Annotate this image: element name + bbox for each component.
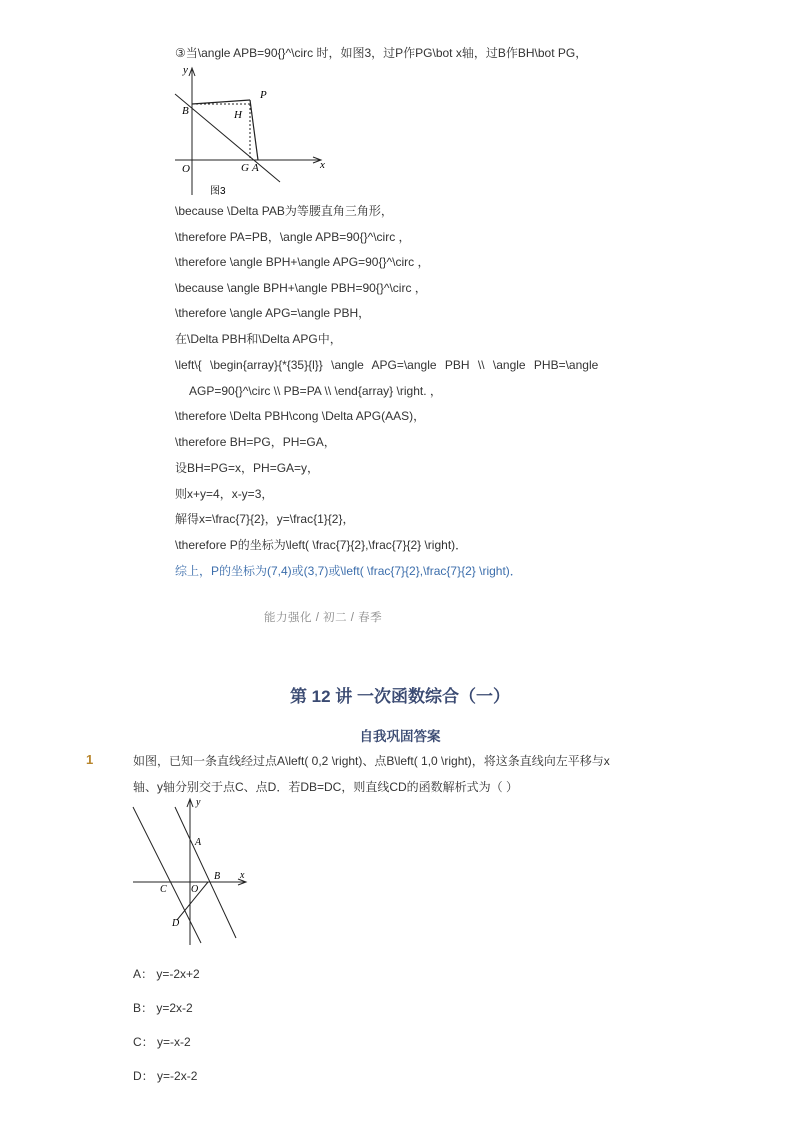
question-text-line-2: 轴、y轴分别交于点C、点D．若DB=DC，则直线CD的函数解析式为（ ） <box>133 780 519 794</box>
solution-line-6: 在\Delta PBH和\Delta APG中， <box>175 332 342 346</box>
solution-line-5: \therefore \angle APG=\angle PBH， <box>175 306 371 320</box>
option-d-label: D： <box>133 1069 154 1083</box>
solution-line-10: \therefore BH=PG，PH=GA， <box>175 435 336 449</box>
option-b[interactable] <box>133 1000 193 1016</box>
option-d-text: y=-2x-2 <box>157 1069 198 1083</box>
option-c[interactable] <box>133 1034 191 1050</box>
fig3-label-o: O <box>182 163 190 175</box>
question-figure <box>128 795 258 950</box>
fig3-label-a: A <box>252 162 259 174</box>
option-c-text: y=-x-2 <box>157 1035 191 1049</box>
qfig-label-o: O <box>191 884 199 895</box>
fig3-label-y: y <box>183 64 188 76</box>
solution-line-2: \therefore PA=PB，\angle APB=90{}^\circ ， <box>175 230 411 244</box>
fig3-label-p: P <box>260 89 267 101</box>
option-a-label: A： <box>133 967 154 981</box>
qfig-label-b: B <box>214 871 221 882</box>
lesson-subtitle: 自我巩固答案 <box>359 729 441 744</box>
option-d[interactable] <box>133 1068 197 1084</box>
option-b-label: B： <box>133 1001 154 1015</box>
fig3-label-h: H <box>234 109 242 121</box>
lesson-title: 第 12 讲 一次函数综合（一） <box>289 687 511 706</box>
solution-line-12: 则x+y=4，x-y=3， <box>175 487 274 501</box>
qfig-label-y: y <box>196 797 201 808</box>
solution-intro: ③当\angle APB=90{}^\circ 时，如图3，过P作PG\bot x轴，过B作BH\bot PG， <box>175 46 588 60</box>
option-b-text: y=2x-2 <box>156 1001 193 1015</box>
solution-line-14: \therefore P的坐标为\left( \frac{7}{2},\frac{7}{2} \right)． <box>175 538 468 552</box>
fig3-label-b: B <box>182 105 189 117</box>
solution-conclusion: 综上，P的坐标为(7,4)或(3,7)或\left( \frac{7}{2},\frac{7}{2} \right)． <box>175 564 522 578</box>
solution-line-13: 解得x=\frac{7}{2}，y=\frac{1}{2}， <box>175 512 355 526</box>
qfig-label-a: A <box>195 837 202 848</box>
qfig-label-d: D <box>172 918 180 929</box>
solution-line-9: \therefore \Delta PBH\cong \Delta APG(AAS)， <box>175 409 426 423</box>
qfig-label-x: x <box>240 870 245 881</box>
fig3-label-x: x <box>320 159 325 171</box>
fig3-label-g: G <box>241 162 249 174</box>
solution-line-1: \because \Delta PAB为等腰直角三角形， <box>175 204 393 218</box>
option-c-label: C： <box>133 1035 154 1049</box>
page-footer: 能力强化 / 初二 / 春季 <box>264 612 383 624</box>
solution-line-4: \because \angle BPH+\angle PBH=90{}^\circ ， <box>175 281 427 295</box>
question-text-line-1: 如图，已知一条直线经过点A\left( 0,2 \right)、点B\left( 1,0 \right)，将这条直线向左平移与x <box>133 754 610 768</box>
qfig-label-c: C <box>160 884 167 895</box>
solution-line-8: AGP=90{}^\circ \\ PB=PA \\ \end{array} \right. ， <box>189 384 442 398</box>
solution-line-3: \therefore \angle BPH+\angle APG=90{}^\circ ， <box>175 255 430 269</box>
solution-line-11: 设BH=PG=x，PH=GA=y， <box>175 461 320 475</box>
fig3-caption: 图3 <box>210 186 226 197</box>
question-number: 1 <box>86 752 94 767</box>
solution-line-7: \left\{ \begin{array}{*{35}{l}} \angle APG=\angle PBH \\ \angle PHB=\angle <box>175 358 599 372</box>
figure-3 <box>170 60 340 200</box>
option-a-text: y=-2x+2 <box>156 967 200 981</box>
option-a[interactable] <box>133 966 200 982</box>
